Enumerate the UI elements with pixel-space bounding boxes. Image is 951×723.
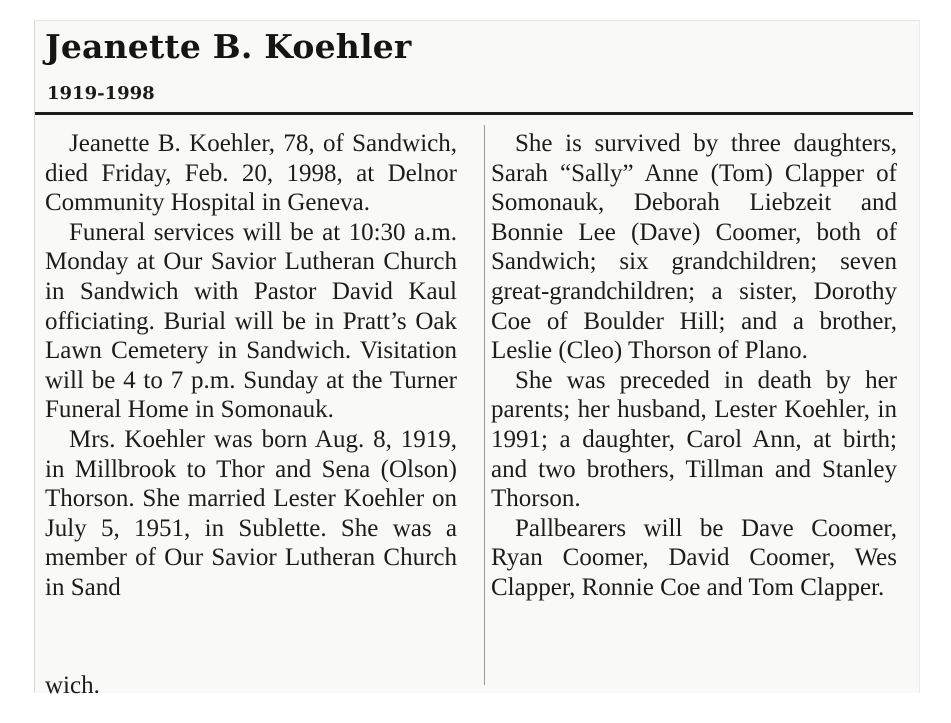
paragraph-survivors: She is survived by three daughters, Sarah “Sally” Anne (Tom) Clapper of Somonauk, Deborah Liebzeit and Bonnie Lee (Dave) Coomer, both of Sandwich; six grandchildren; seven great-grandchildren; a sister, Dorothy Coe of Boulder Hill; and a brother, Leslie (Cleo) Thorson of Plano. [491, 130, 897, 365]
paragraph-biography: Mrs. Koehler was born Aug. 8, 1919, in Millbrook to Thor and Sena (Olson) Thorson. She married Lester Koehler on July 5, 1951, in Sublette. She was a member of Our Savior Lutheran Church in Sand [45, 425, 457, 601]
obituary-headline: Jeanette B. Koehler [45, 27, 412, 66]
header-rule [35, 112, 913, 115]
paragraph-pallbearers: Pallbearers will be Dave Coomer, Ryan Coomer, David Coomer, Wes Clapper, Ronnie Coe and Tom Clapper. [491, 514, 897, 601]
cut-off-text: wich. [45, 672, 100, 699]
left-column [45, 129, 457, 603]
right-column [491, 129, 897, 603]
obituary-dates: 1919-1998 [47, 83, 155, 104]
column-divider [484, 125, 485, 685]
paragraph-services: Funeral services will be at 10:30 a.m. Monday at Our Savior Lutheran Church in Sandwich with Pastor David Kaul officiating. Burial will be in Pratt’s Oak Lawn Cemetery in Sandwich. Visitation will be 4 to 7 p.m. Sunday at the Turner Funeral Home in Somonauk. [45, 218, 457, 424]
newspaper-clipping [34, 20, 920, 699]
paragraph-death-notice: Jeanette B. Koehler, 78, of Sandwich, died Friday, Feb. 20, 1998, at Delnor Community Hospital in Geneva. [45, 130, 457, 217]
paragraph-preceded: She was preceded in death by her parents; her husband, Lester Koehler, in 1991; a daughter, Carol Ann, at birth; and two brothers, Tillman and Stanley Thorson. [491, 366, 897, 513]
